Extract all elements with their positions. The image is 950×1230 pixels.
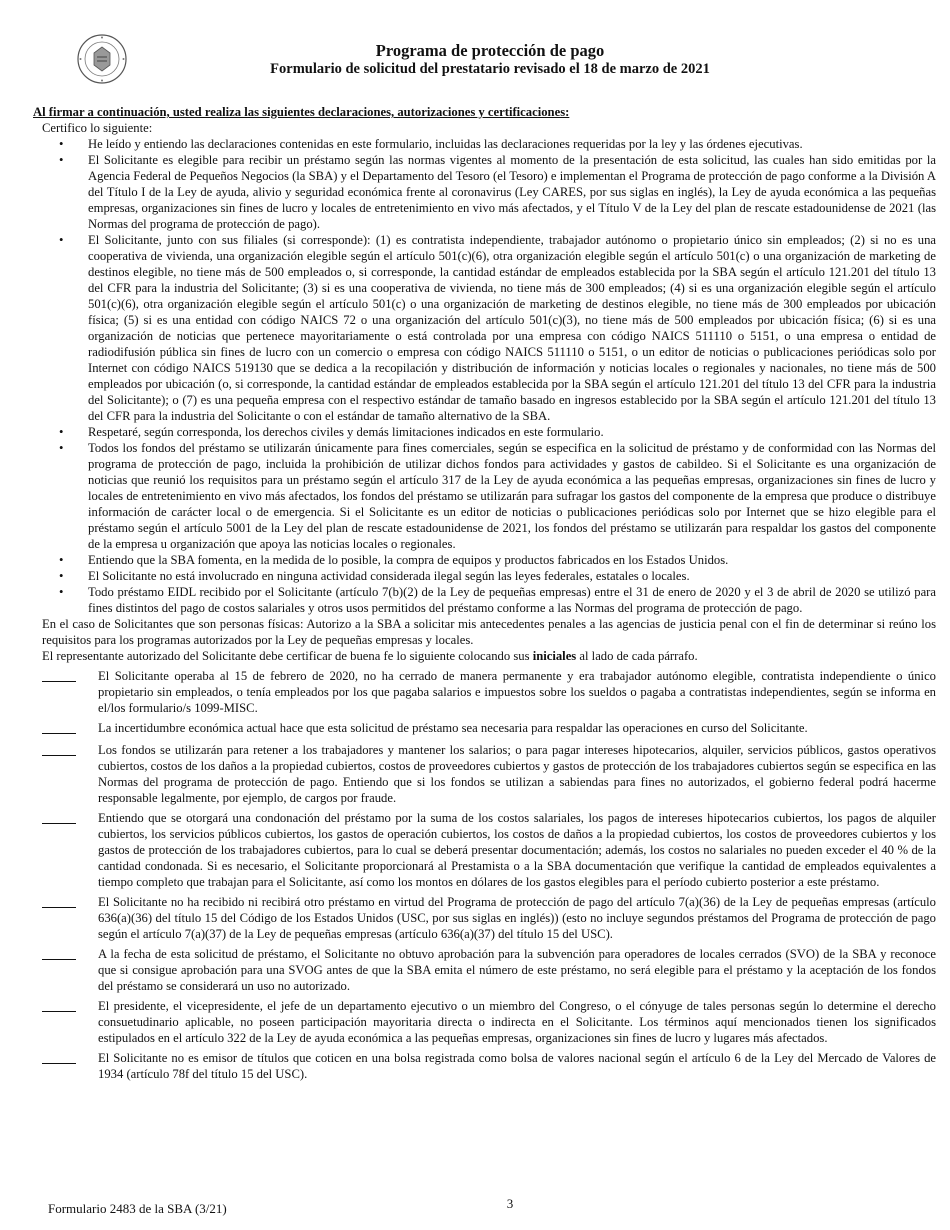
- form-title: Programa de protección de pago: [375, 41, 605, 60]
- initials-blank[interactable]: [33, 720, 88, 738]
- initial-item-text: El Solicitante operaba al 15 de febrero de 2020, no ha cerrado de manera permanente y era trabajador autónomo elegible, contratista independiente o único propietario sin empleados, o tenía empleados por los que pagaba salarios e impuestos sobre los sueldos o pagaba a contratistas independientes, según se informa en el/los formulario/s 1099-MISC.: [98, 669, 936, 715]
- initial-item-text: Los fondos se utilizarán para retener a los trabajadores y mantener los salarios; o para pagar intereses hipotecarios, alquiler, servicios públicos, gastos operativos cubiertos, costos de los daños a la propiedad cubiertos, costos de proveedores cubiertos y gastos de protección de los trabajadores cubiertos según se especifica en las Normas del programa de protección de pago. Entiendo que si los fondos se utilizan a sabiendas para fines no autorizados, el gobierno federal podrá hacerme responsable legalmente, por ejemplo, de cargos por fraude.: [98, 743, 936, 805]
- initials-blank[interactable]: [33, 668, 88, 716]
- certification-item: • He leído y entiendo las declaraciones contenidas en este formulario, incluidas las declaraciones requeridas por la ley y las órdenes ejecutivas.: [33, 136, 936, 152]
- page-number: 3: [506, 1196, 514, 1211]
- initial-item: [33, 742, 936, 806]
- initials-blank[interactable]: [33, 946, 88, 994]
- form-body: [33, 104, 936, 1082]
- initial-item: [33, 998, 936, 1046]
- individuals-paragraph: En el caso de Solicitantes que son personas físicas: Autorizo a la SBA a solicitar mis antecedentes penales a las agencias de justicia penal con el fin de determinar si reúno los requisitos para los programas autorizados por la Ley de pequeñas empresas y locales.: [42, 617, 936, 647]
- certification-item: • El Solicitante es elegible para recibir un préstamo según las normas vigentes al momento de la presentación de esta solicitud, las cuales han sido emitidas por la Agencia Federal de Pequeños Negocios (la SBA) y el Departamento del Tesoro (el Tesoro) e implementan el Programa de protección de pago conforme a la División A del Título I de la Ley de ayuda, alivio y seguridad económica frente al coronavirus (Ley CARES, por sus siglas en inglés), la Ley de ayuda económica a las pequeñas empresas, organizaciones sin fines de lucro y locales de entretenimiento en vivo más afectados, y el Título V de la Ley del plan de rescate estadounidense de 2021 (las Normas del programa de protección de pago).: [33, 152, 936, 232]
- certification-item: • Todos los fondos del préstamo se utilizarán únicamente para fines comerciales, según se especifica en la solicitud de préstamo y de conformidad con las Normas del programa de protección de pago, incluida la prohibición de utilizar dichos fondos para actividades y gastos de cabildeo. Si el Solicitante es una organización de noticias que reunió los requisitos para un préstamo según el artículo 317 de la Ley de ayuda económica a las pequeñas empresas, organizaciones sin fines de lucro y locales de entretenimiento en vivo más afectados, los fondos del préstamo se utilizarán para sufragar los gastos del componente de la empresa que produce o distribuye información de carácter local o de emergencia. Si el Solicitante es un editor de noticias o publicaciones periódicas solo por Internet que se hizo elegible para el préstamo según el artículo 5001 de la Ley del plan de rescate estadounidense de 2021, los fondos del préstamo se utilizarán para respaldar los gastos del componente de la empresa u organización que apoya las noticias locales o regionales.: [33, 440, 936, 552]
- certification-item: • Respetaré, según corresponda, los derechos civiles y demás limitaciones indicados en este formulario.: [33, 424, 936, 440]
- form-id-footer: Formulario 2483 de la SBA (3/21): [48, 1201, 227, 1216]
- sba-seal-logo: [76, 33, 128, 85]
- initials-blank[interactable]: [33, 742, 88, 806]
- initial-item-text: El presidente, el vicepresidente, el jefe de un departamento ejecutivo o un miembro del Congreso, o el cónyuge de tales personas según lo determine el derecho consuetudinario aplicable, no poseen participación mayoritaria directa o indirecta en el Solicitante. Los términos aquí mencionados tienen los significados estipulados en el artículo 322 de la Ley de ayuda económica a las pequeñas empresas, organizaciones sin fines de lucro y lugares más afectados.: [98, 999, 936, 1045]
- initials-blank[interactable]: [33, 998, 88, 1046]
- certification-item: • El Solicitante no está involucrado en ninguna actividad considerada ilegal según las leyes federales, estatales o locales.: [33, 568, 936, 584]
- initial-item-text: Entiendo que se otorgará una condonación del préstamo por la suma de los costos salariales, los pagos de intereses hipotecarios cubiertos, los pagos de alquiler cubiertos, los servicios públicos cubiertos, los gastos de operación cubiertos, los costos de daños a la propiedad cubiertos, los costos de proveedores cubiertos y los gastos de protección de los trabajadores cubiertos, para lo cual se deberá presentar documentación; además, los costos no salariales no pueden exceder el 40 % de la cantidad condonada. Si es necesario, el Solicitante proporcionará al Prestamista o a la SBA documentación que verifique la cantidad de empleados equivalentes a tiempo completo que trabajan para el Solicitante, así como los montos en dólares de los gastos elegibles para el período cubierto posterior a este préstamo.: [98, 811, 936, 889]
- initial-item: [33, 720, 936, 738]
- initial-item: [33, 946, 936, 994]
- initial-item: [33, 668, 936, 716]
- form-subtitle: Formulario de solicitud del prestatario revisado el 18 de marzo de 2021: [270, 61, 710, 77]
- initial-item-text: A la fecha de esta solicitud de préstamo, el Solicitante no obtuvo aprobación para la subvención para operadores de locales cerrados (SVO) de la SBA y reconoce que si consigue aprobación para una SVOG antes de que la SBA emita el número de este préstamo, no será elegible para el préstamo y la aceptación de los fondos del préstamo se considerará un uso no autorizado.: [98, 947, 936, 993]
- certification-item: • Entiendo que la SBA fomenta, en la medida de lo posible, la compra de equipos y productos fabricados en los Estados Unidos.: [33, 552, 936, 568]
- initial-item: [33, 810, 936, 890]
- initial-item-text: El Solicitante no ha recibido ni recibirá otro préstamo en virtud del Programa de protección de pago del artículo 7(a)(36) de la Ley de pequeñas empresas (artículo 636(a)(36) del título 15 del Código de los Estados Unidos (USC, por sus siglas en inglés)) (esto no incluye segundos préstamos del Programa de protección de pago según el artículo 7(a)(37) de la Ley de pequeñas empresas (artículo 636(a)(37) del título 15 del USC).: [98, 895, 936, 941]
- certify-intro: Certifico lo siguiente:: [42, 121, 153, 135]
- initials-blank[interactable]: [33, 810, 88, 890]
- declarations-heading: Al firmar a continuación, usted realiza las siguientes declaraciones, autorizaciones y certificaciones:: [33, 105, 570, 119]
- certification-item: • El Solicitante, junto con sus filiales (si corresponde): (1) es contratista independiente, trabajador autónomo o propietario único sin empleados; (2) si no es una cooperativa de vivienda, una organización elegible según el artículo 501(c)(6), otra organización elegible según el artículo 501(c) o una organización de marketing de destinos elegible, no tiene más de 500 empleados o, si corresponde, la cantidad estándar de empleados establecida por la SBA según el artículo 121.201 del título 13 del CFR para la industria del Solicitante; (3) si es una cooperativa de vivienda, no tiene más de 300 empleados; (4) si es una organización elegible según el artículo 501(c)(6), otra organización elegible según el artículo 501(c) o una organización de marketing de destinos elegible, no tiene más de 300 empleados por ubicación física; (5) si es una entidad con código NAICS 72 o una organización del artículo 501(c)(3), no tiene más de 500 empleados por ubicación física; (6) si es una organización de noticias que pertenece mayoritariamente o está controlada por una empresa con código NAICS 511110 o 5151, o una empresa o entidad de radiodifusión pública sin fines de lucro con un comercio o empresa con código NAICS 511110 o 5151, o un editor de noticias o publicaciones periódicas solo por Internet con código NAICS 519130 que se dedica a la recopilación y distribución de información y noticias locales o regionales y nacionales, no tiene más de 500 empleados por ubicación (o, si corresponde, la cantidad estándar de empleados establecida por la SBA según el artículo 121.201 del título 13 del CFR para la industria del Solicitante); o (7) es una pequeña empresa con el respectivo estándar de tamaño basado en ingresos establecido por la SBA según el artículo 121.201 del título 13 del CFR para la industria del Solicitante o con el estándar de tamaño alternativo de la SBA.: [33, 232, 936, 424]
- initials-intro-after: al lado de cada párrafo.: [576, 649, 698, 663]
- initial-item: [33, 1050, 936, 1082]
- initial-item-text: La incertidumbre económica actual hace que esta solicitud de préstamo sea necesaria para respaldar las operaciones en curso del Solicitante.: [98, 721, 808, 735]
- initials-blank[interactable]: [33, 894, 88, 942]
- initials-intro-before: El representante autorizado del Solicitante debe certificar de buena fe lo siguiente colocando sus: [42, 649, 533, 663]
- certification-list: [33, 136, 936, 616]
- initial-item: [33, 894, 936, 942]
- initial-item-text: El Solicitante no es emisor de títulos que coticen en una bolsa registrada como bolsa de valores nacional según el artículo 6 de la Ley del Mercado de Valores de 1934 (artículo 78f del título 15 del USC).: [98, 1051, 936, 1081]
- initials-intro-bold: iniciales: [532, 649, 577, 663]
- initials-blank[interactable]: [33, 1050, 88, 1082]
- initials-intro: [42, 648, 936, 664]
- certification-item: • Todo préstamo EIDL recibido por el Solicitante (artículo 7(b)(2) de la Ley de pequeñas empresas) entre el 31 de enero de 2020 y el 3 de abril de 2020 se utilizó para fines distintos del pago de costos salariales y otros usos permitidos del préstamo conforme a las Normas del programa de protección de pago.: [33, 584, 936, 616]
